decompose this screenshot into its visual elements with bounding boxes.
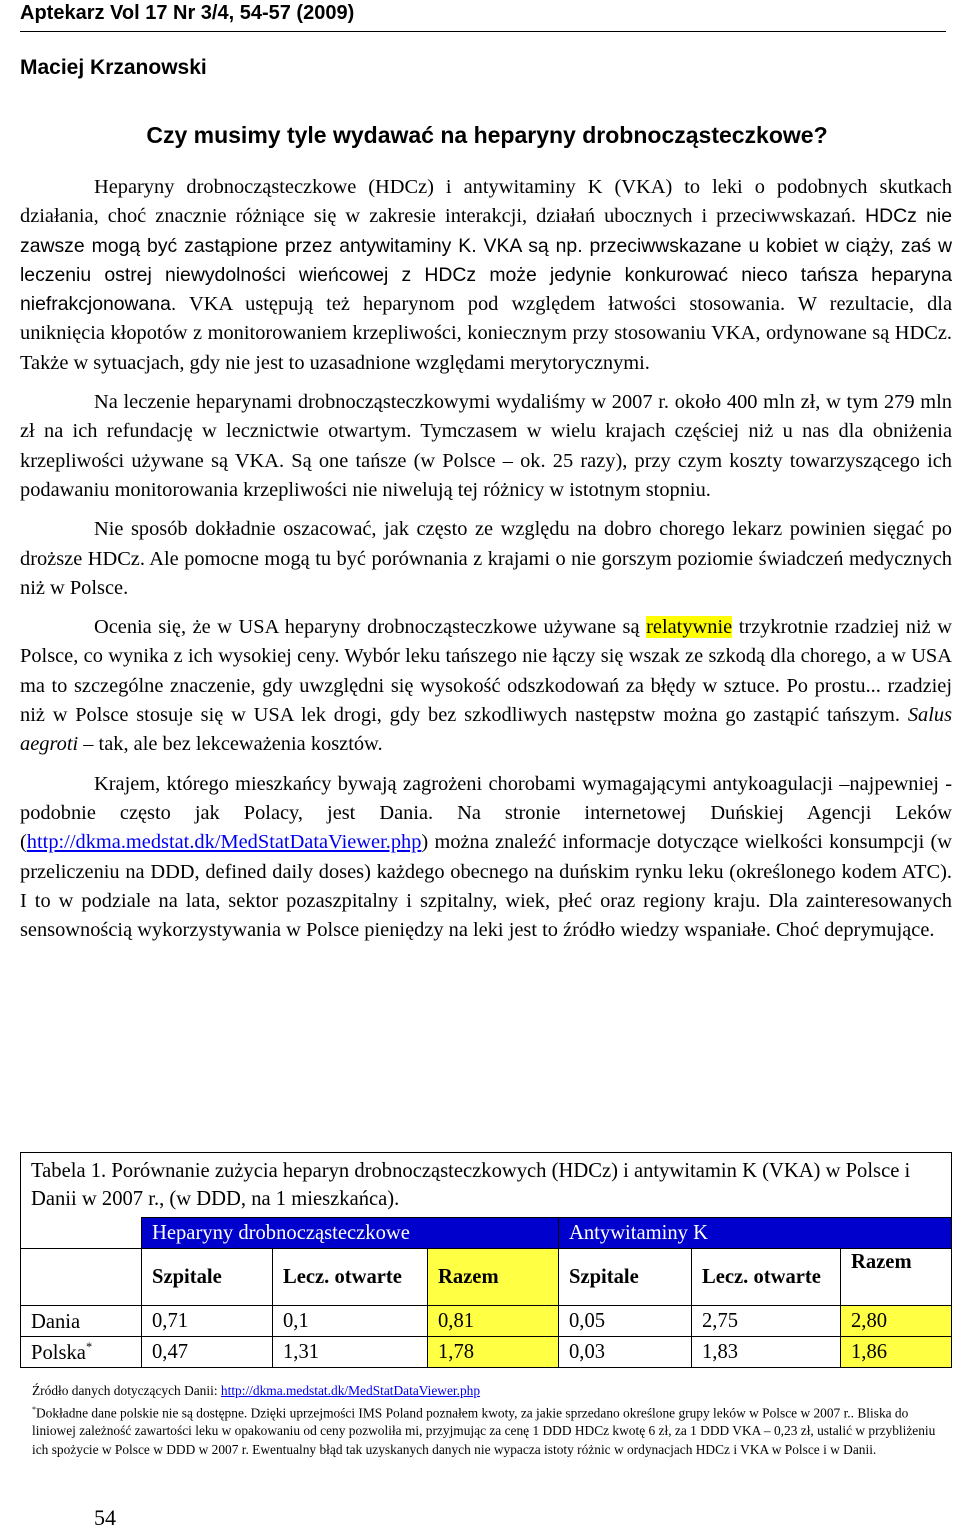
- table-cell: 2,80: [841, 1306, 952, 1337]
- country-sup: *: [85, 1339, 93, 1354]
- author-name: Maciej Krzanowski: [20, 56, 207, 79]
- country-label: Dania: [31, 1310, 81, 1333]
- highlighted-word: relatywnie: [646, 616, 733, 639]
- paragraph-5-part-b: ) można znaleźć informacje dotyczące wielkości konsumpcji (w przeliczeniu na DDD, defined daily doses) każdego obecnego na duńskim rynku leku (określonego kodem ATC). I to w podziale na lata, sektor pozaszpitalny i szpitalny, wiek, płeć oraz regiony kraju. Dla zainteresowanych sensownością wykorzystywania w Polsce pieniędzy na leki jest to źródło wiedzy wspaniałe. Choć deprymujące.: [20, 831, 952, 942]
- footnote-note-text: Dokładne dane polskie nie są dostępne. Dzięki uprzejmości IMS Poland poznałem kwoty, za jakie sprzedano określone grupy leków w Polsce w 2007 r.. Bliska do liniowej zależność zawartości leku w opakowaniu od ceny pozwoliła mi, przyjmując za cenę 1 DDD HDCz kwotę 6 zł, za 1 DDD VKA – 0,23 zł, ustalić w przybliżeniu ich spożycie w Polsce w DDD w 2007 r. Ewentualny błąd tak uzyskanych danych nie wypacza istoty różnic w ordynacjach HDCz i VKA w Polsce i w Danii.: [32, 1404, 936, 1457]
- paragraph-4-part-c: – tak, ale bez lekceważenia kosztów.: [83, 733, 383, 756]
- footnote-source-link[interactable]: http://dkma.medstat.dk/MedStatDataViewer.php: [220, 1383, 481, 1398]
- article-title: Czy musimy tyle wydawać na heparyny drobnocząsteczkowe?: [146, 122, 828, 148]
- table-cell: 0,81: [428, 1306, 559, 1337]
- footnote-note: [32, 1401, 947, 1460]
- table-subheader: Szpitale: [142, 1249, 273, 1306]
- dkma-link[interactable]: http://dkma.medstat.dk/MedStatDataViewer.php: [26, 831, 422, 854]
- table-cell: 1,31: [273, 1337, 428, 1368]
- table-caption-row: [21, 1153, 952, 1218]
- latin-phrase: Salus aegroti: [20, 704, 952, 756]
- table-row: [21, 1337, 952, 1368]
- table-subheader: Razem: [428, 1249, 559, 1306]
- table-cell: 1,78: [428, 1337, 559, 1368]
- paragraph-4-part-b: trzykrotnie rzadziej niż w Polsce, co wynika z ich wysokiej ceny. Wybór leku tańszego nie łączy się wszak ze szkodą dla chorego, a w USA ma to szczególne znaczenie, gdy uwzględni się wysokość odszkodowań za błędy w sztuce. Po prostu... rzadziej niż w Polsce stosuje się w USA lek drogi, gdy bez szkodliwych następstw można go zastąpić tańszym.: [20, 616, 952, 727]
- table-header-vka: Antywitaminy K: [559, 1218, 952, 1249]
- table-subheader: Lecz. otwarte: [273, 1249, 428, 1306]
- paragraph-4: [20, 613, 952, 759]
- footnote-source: [32, 1382, 947, 1401]
- table-cell: 0,47: [142, 1337, 273, 1368]
- table-header-empty: [21, 1218, 142, 1249]
- journal-header: Aptekarz Vol 17 Nr 3/4, 54-57 (2009): [20, 2, 355, 24]
- article-body: [20, 173, 952, 955]
- table-cell: 0,71: [142, 1306, 273, 1337]
- paragraph-1: [20, 173, 952, 378]
- table-row-country: [21, 1337, 142, 1368]
- table-subheader: Szpitale: [559, 1249, 692, 1306]
- table-cell: 2,75: [692, 1306, 841, 1337]
- table-cell: 1,86: [841, 1337, 952, 1368]
- table-row-country: [21, 1306, 142, 1337]
- table-subheader-row: [21, 1249, 952, 1306]
- footnotes: [32, 1382, 947, 1459]
- table-subheader: Lecz. otwarte: [692, 1249, 841, 1306]
- paragraph-1-part-b: HDCz nie zawsze mogą być zastąpione przez antywitaminy K. VKA są np. przeciwwskazane u kobiet w ciąży, zaś w leczeniu ostrej niewydolności wieńcowej z HDCz może jedynie konkurować nieco tańsza heparyna niefrakcjonowana.: [20, 205, 952, 316]
- table-group-header-row: [21, 1218, 952, 1249]
- paragraph-5-part-a: Krajem, którego mieszkańcy bywają zagrożeni chorobami wymagającymi antykoagulacji –najpewniej - podobnie często jak Polacy, jest Dania. Na stronie internetowej Duńskiej Agencji Leków (: [20, 772, 952, 854]
- footnote-source-label: Źródło danych dotyczących Danii:: [32, 1383, 218, 1398]
- table-cell: 1,83: [692, 1337, 841, 1368]
- table-subheader-empty: [21, 1249, 142, 1306]
- paragraph-1-part-a: Heparyny drobnocząsteczkowe (HDCz) i antywitaminy K (VKA) to leki o podobnych skutkach działania, choć znacznie różniące się w zakresie interakcji, działań ubocznych i przeciwwskazań.: [20, 176, 952, 228]
- footnote-star: *: [32, 1404, 37, 1414]
- paragraph-2: Na leczenie heparynami drobnocząsteczkowymi wydaliśmy w 2007 r. około 400 mln zł, w tym 279 mln zł na ich refundację w lecznictwie otwartym. Tymczasem w wielu krajach częściej niż u nas dla obniżenia krzepliwości używane są VKA. Są one tańsze (w Polsce – ok. 25 razy), przy czym koszty towarzyszącego ich podawaniu monitorowania krzepliwości nie niwelują tej różnicy w istotnym stopniu.: [20, 391, 952, 501]
- table-header-hdcz: Heparyny drobnocząsteczkowe: [142, 1218, 559, 1249]
- paragraph-1-part-c: VKA ustępują też heparynom pod względem łatwości stosowania. W rezultacie, dla uniknięcia kłopotów z monitorowaniem krzepliwości, koniecznym przy stosowaniu VKA, ordynowane są HDCz. Także w sytuacjach, gdy nie jest to uzasadnione względami merytorycznymi.: [20, 293, 952, 374]
- table-row: [21, 1306, 952, 1337]
- table-cell: 0,1: [273, 1306, 428, 1337]
- paragraph-5: [20, 770, 952, 946]
- table-cell: 0,05: [559, 1306, 692, 1337]
- header-rule: [20, 31, 946, 32]
- country-label: Polska: [31, 1341, 86, 1364]
- table-subheader: Razem: [841, 1249, 952, 1306]
- paragraph-4-part-a: Ocenia się, że w USA heparyny drobnocząsteczkowe używane są: [94, 616, 640, 639]
- table-caption: Tabela 1. Porównanie zużycia heparyn drobnocząsteczkowych (HDCz) i antywitamin K (VKA) w Polsce i Danii w 2007 r., (w DDD, na 1 mieszkańca).: [21, 1153, 952, 1218]
- table-cell: 0,03: [559, 1337, 692, 1368]
- paragraph-3: Nie sposób dokładnie oszacować, jak często ze względu na dobro chorego lekarz powinien sięgać po droższe HDCz. Ale pomocne mogą tu być porównania z krajami o nie gorszym poziomie świadczeń medycznych niż w Polsce.: [20, 518, 952, 599]
- page-number: 54: [94, 1505, 116, 1530]
- comparison-table: [20, 1152, 952, 1368]
